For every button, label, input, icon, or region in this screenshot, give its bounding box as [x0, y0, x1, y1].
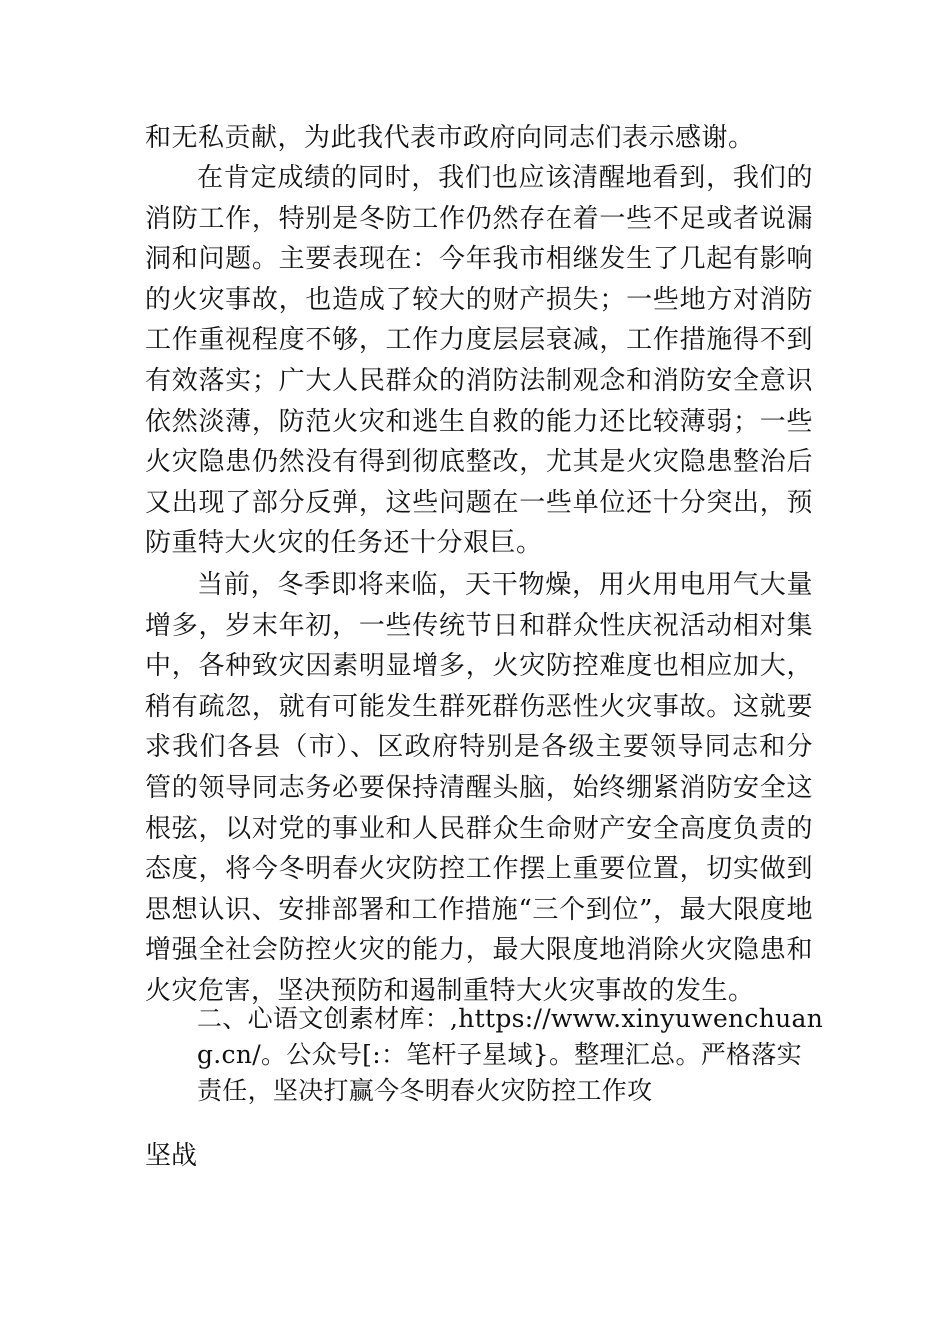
- paragraph-current-situation: 当前，冬季即将来临，天干物燥，用火用电用气大量增多，岁末年初，一些传统节日和群众性庆祝活动相对集中，各种致灾因素明显增多，火灾防控难度也相应加大，稍有疏忽，就有可能发生群死群伤恶性火灾事故。这就要求我们各县（市）、区政府特别是各级主要领导同志和分管的领导同志务必要保持清醒头脑，始终绷紧消防安全这根弦，以对党的事业和人民群众生命财产安全高度负责的态度，将今冬明春火灾防控工作摆上重要位置，切实做到思想认识、安排部署和工作措施“三个到位”，最大限度地增强全社会防控火灾的能力，最大限度地消除火灾隐患和火灾危害，坚决预防和遏制重特大火灾事故的发生。: [145, 570, 813, 1006]
- paragraph-continuation: 和无私贡献，为此我代表市政府向同志们表示感谢。: [145, 123, 755, 153]
- section-heading: 二、心语文创素材库：,https://www.xinyuwenchuang.cn/。公众号[:：笔杆子星域}。整理汇总。严格落实责任，坚决打赢今冬明春火灾防控工作攻: [197, 1004, 824, 1105]
- section-heading-tail: 坚战: [145, 1141, 198, 1171]
- paragraph-problems: 在肯定成绩的同时，我们也应该清醒地看到，我们的消防工作，特别是冬防工作仍然存在着一些不足或者说漏洞和问题。主要表现在：今年我市相继发生了几起有影响的火灾事故，也造成了较大的财产损失；一些地方对消防工作重视程度不够，工作力度层层衰减，工作措施得不到有效落实；广大人民群众的消防法制观念和消防安全意识依然淡薄，防范火灾和逃生自救的能力还比较薄弱；一些火灾隐患仍然没有得到彻底整改，尤其是火灾隐患整治后又出现了部分反弹，这些问题在一些单位还十分突出，预防重特大火灾的任务还十分艰巨。: [145, 163, 813, 559]
